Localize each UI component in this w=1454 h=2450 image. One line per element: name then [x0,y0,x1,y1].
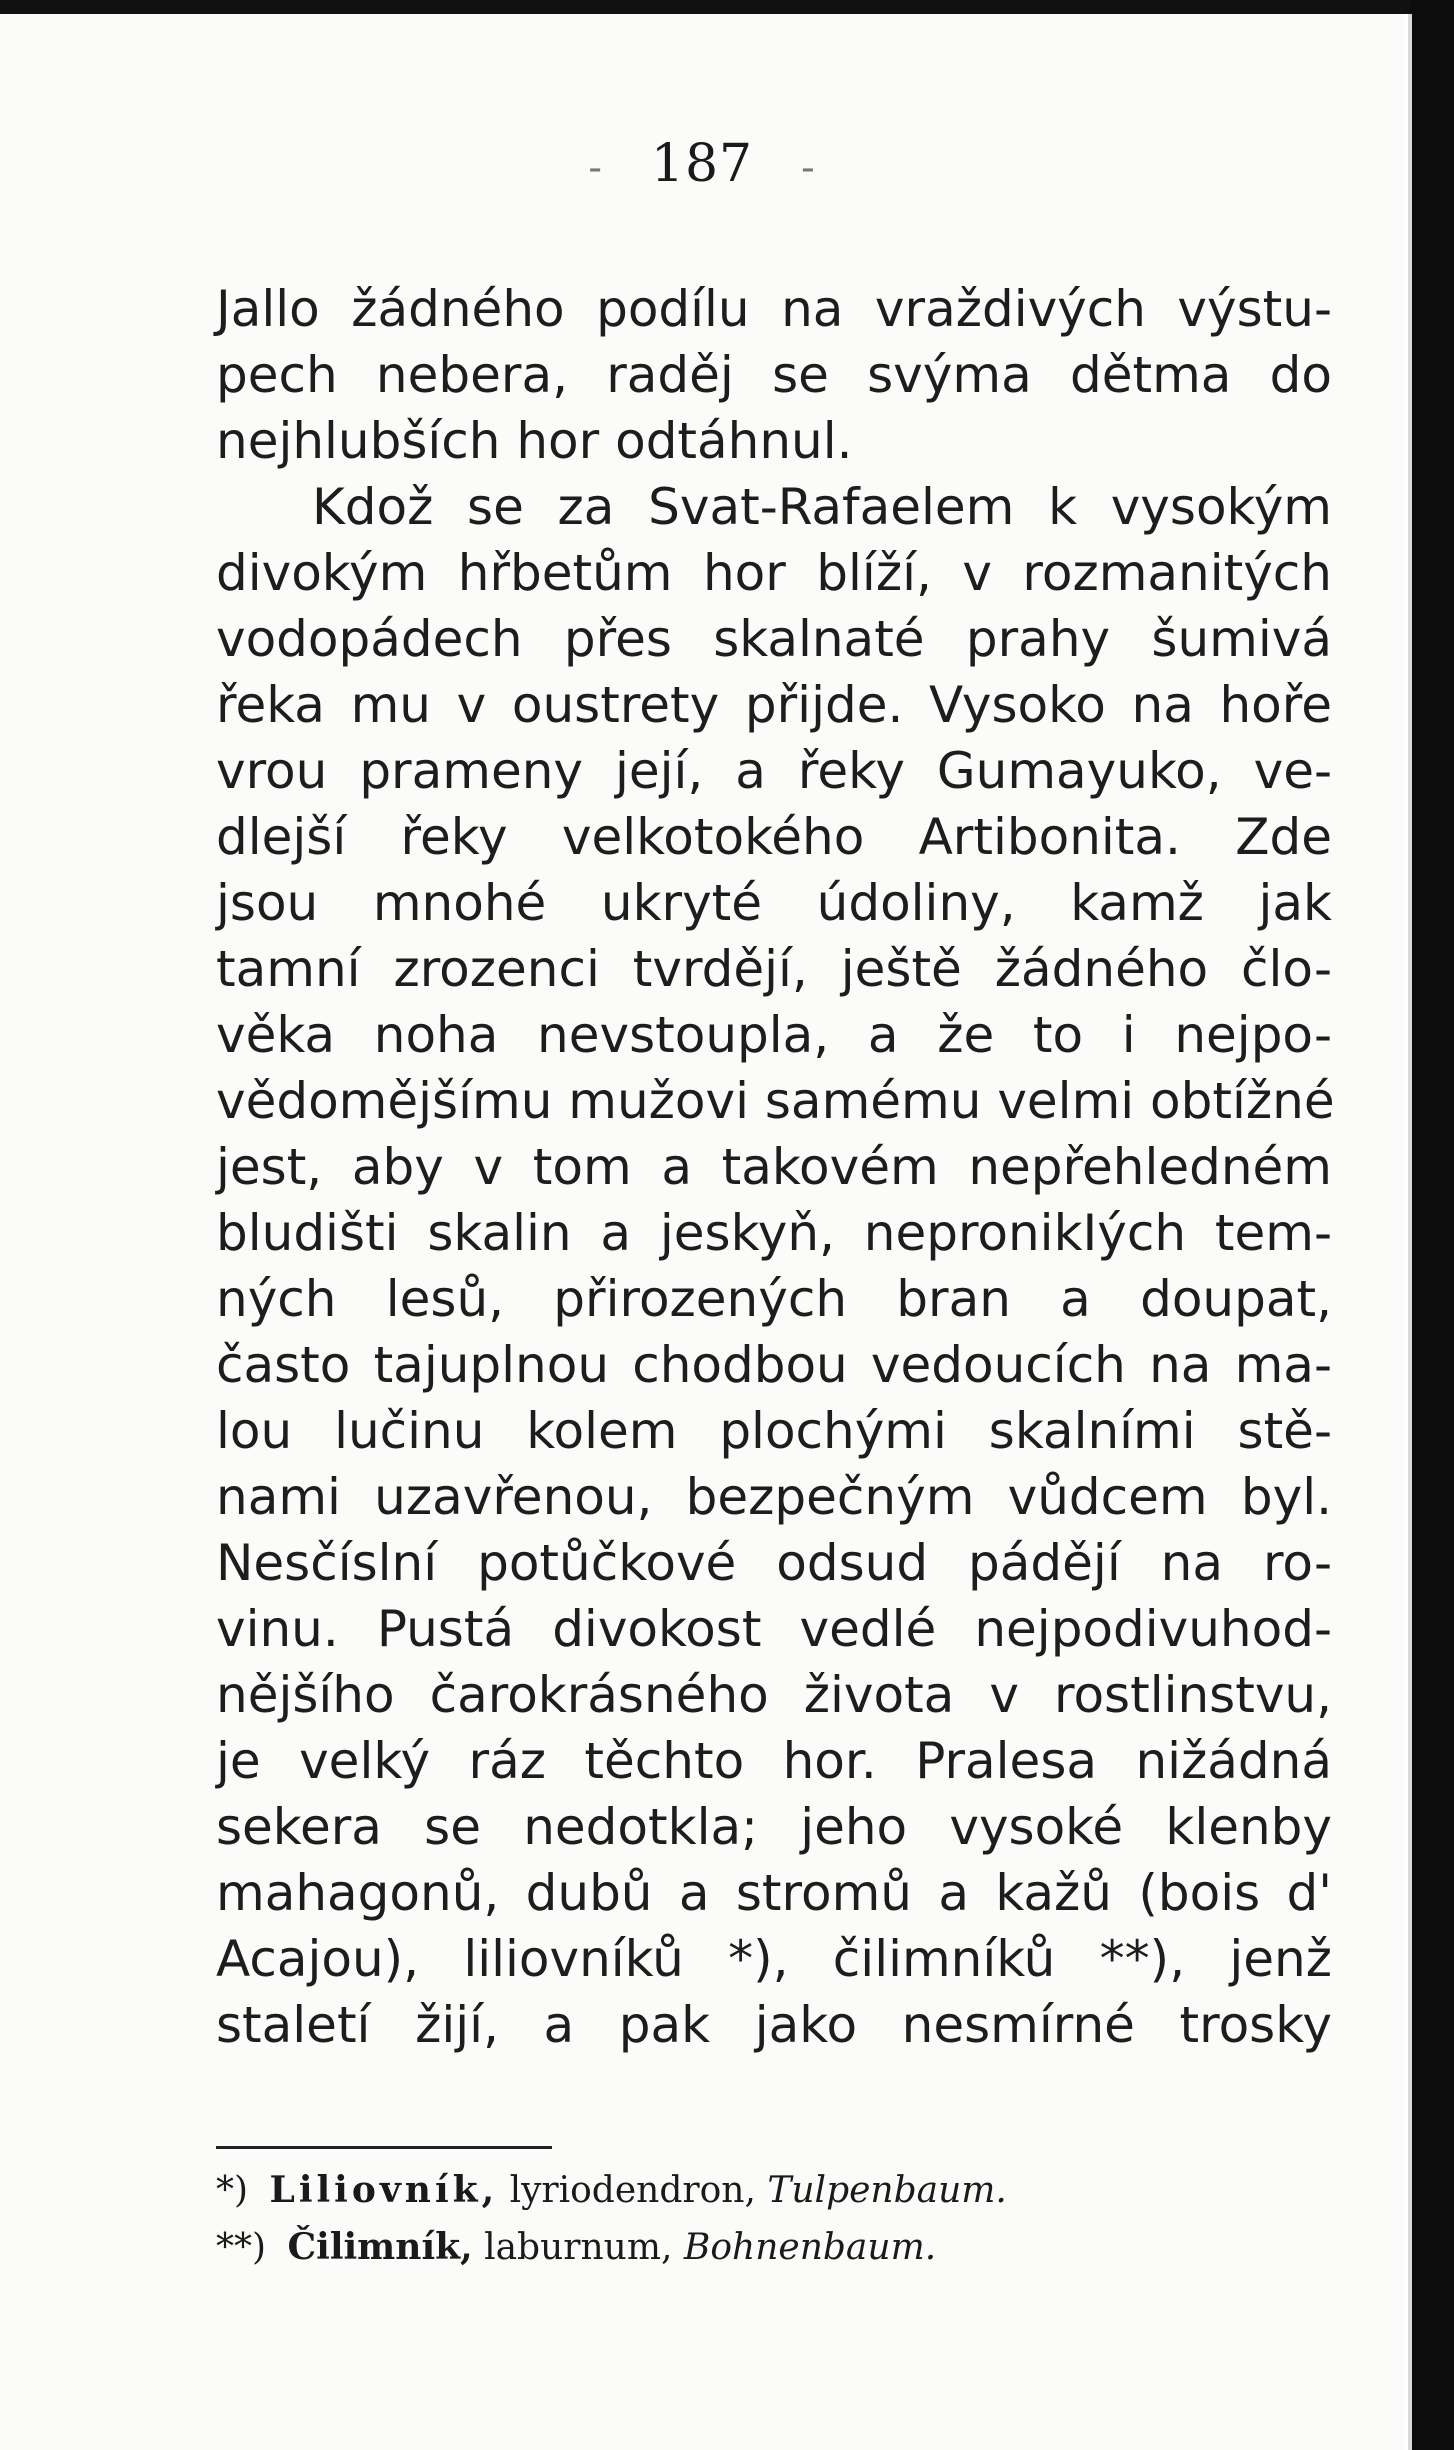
text-line: vrou prameny její, a řeky Gumayuko, ve- [216,742,1332,800]
text-line: ných lesů, přirozených bran a doupat, [216,1270,1332,1328]
text-line: často tajuplnou chodbou vedoucích na ma- [216,1336,1332,1394]
text-line: řeka mu v oustrety přijde. Vysoko na hoře [216,676,1332,734]
text-line: staletí žijí, a pak jako nesmírné trosky [216,1996,1332,2054]
footnote-separator [216,2146,552,2149]
footnote-mark: **) [216,2227,267,2268]
text-line: Acajou), liliovníků *), čilimníků **), jenž [216,1930,1332,1988]
text-line: vinu. Pustá divokost vedlé nejpodivuhod- [216,1600,1332,1658]
text-line: nejhlubších hor odtáhnul. [216,412,853,470]
text-line: jsou mnohé ukryté údoliny, kamž jak [216,874,1332,932]
book-page [0,14,1404,2450]
body-text [216,276,1335,2058]
text-line: věka noha nevstoupla, a že to i nejpo- [216,1006,1332,1064]
text-line: pech nebera, raděj se svýma dětma do [216,346,1332,404]
scan-border-right [1410,0,1454,2450]
footnote-term: Čilimník, [287,2226,473,2268]
text-line: sekera se nedotkla; jeho vysoké klenby [216,1798,1332,1856]
footnote-latin: laburnum, [484,2227,673,2268]
text-line: divokým hřbetům hor blíží, v rozmanitých [216,544,1332,602]
footnote-latin: lyriodendron, [509,2170,756,2211]
text-line: nějšího čarokrásného života v rostlinstvu, [216,1666,1332,1724]
scan-border-top [0,0,1454,14]
footnote-mark: *) [216,2170,249,2211]
page-number [0,134,1404,194]
text-line: dlejší řeky velkotokého Artibonita. Zde [216,808,1332,866]
footnote-2 [216,2219,1332,2276]
footnotes [216,2162,1332,2276]
page-edge-shadow [1408,14,1412,2450]
text-line: bludišti skalin a jeskyň, nepronikIých tem- [216,1204,1332,1262]
text-line: lou lučinu kolem plochými skalními stě- [216,1402,1332,1460]
text-line: nami uzavřenou, bezpečným vůdcem byl. [216,1468,1332,1526]
footnote-1 [216,2162,1332,2219]
text-line: mahagonů, dubů a stromů a kažů (bois d' [216,1864,1332,1922]
page-number-dash-right: - [801,145,816,191]
footnote-german: Tulpenbaum. [767,2170,1007,2211]
text-line: Jallo žádného podílu na vraždivých výstu- [216,280,1332,338]
footnote-term: Liliovník, [269,2169,499,2211]
page-number-dash-left: - [588,145,603,191]
text-line: Nesčíslní potůčkové odsud pádějí na ro- [216,1534,1332,1592]
text-line: vědomějšímu mužovi samému velmi obtížné [216,1072,1335,1130]
text-line: je velký ráz těchto hor. Pralesa nižádná [216,1732,1332,1790]
text-line: tamní zrozenci tvrdějí, ještě žádného člo- [216,940,1332,998]
text-line: vodopádech přes skalnaté prahy šumivá [216,610,1332,668]
text-line: Kdož se za Svat-Rafaelem k vysokým [312,478,1332,536]
text-line: jest, aby v tom a takovém nepřehledném [216,1138,1332,1196]
page-number-value: 187 [650,134,754,194]
footnote-german: Bohnenbaum. [683,2227,937,2268]
